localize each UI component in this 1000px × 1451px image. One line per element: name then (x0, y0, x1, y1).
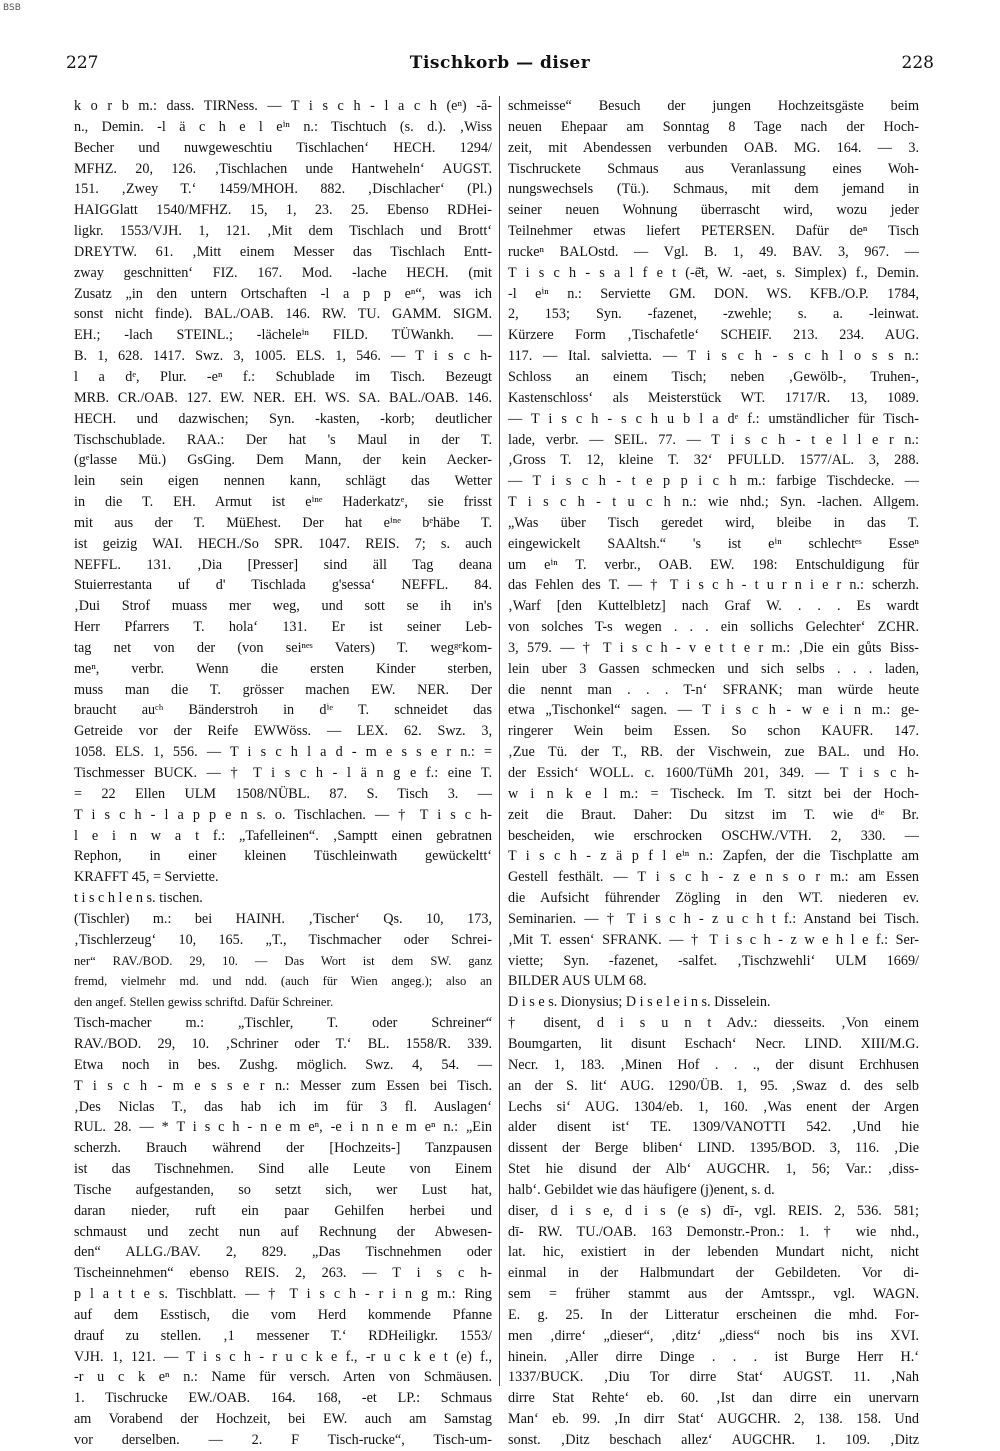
text-line: Man‘ eb. 99. ‚In dirr Stat‘ AUGCHR. 2, 138. 158. Und (508, 1411, 919, 1428)
text-line: EH.; -lach STEINL.; -lächeleⁱⁿ FILD. TÜWankh. — (74, 327, 492, 344)
text-line: Becher und nuwgeweschtiu Tischlachen‘ HECH. 1294/ (74, 139, 492, 156)
text-line: men ‚dirre‘ „dieser“, ‚ditz‘ „diess“ noch bis ins XVI. (508, 1327, 919, 1344)
text-line: schmaust und zecht nun auf Rechnung der Abwesen- (74, 1223, 492, 1240)
text-line: † disent, d i s u n t Adv.: diesseits. ‚Von einem (508, 1015, 919, 1032)
text-line: t i s c h l e n s. tischen. (74, 890, 203, 907)
text-line: Lechs si‘ AUG. 1304/eb. 1, 160. ‚Was enent der Argen (508, 1098, 919, 1115)
text-line: T i s c h - s a l f e t (-ē̆t, W. -aet, s. Simplex) f., Demin. (508, 264, 919, 281)
text-line: DREYTW. 61. ‚Mitt einem Messer das Tischlach Entt- (74, 243, 492, 260)
text-line: sonst nicht finde). BAL./OAB. 146. RW. TU. GAMM. SIGM. (74, 306, 492, 323)
text-line: T i s c h - t u c h n.: wie nhd.; Syn. -lachen. Allgem. (508, 494, 919, 511)
text-line: Tischeinnehmen“ ebenso REIS. 2, 263. — T i s c h- (74, 1265, 492, 1282)
text-line: hinein. ‚Aller dirre Dinge . . . ist Burge Herr H.‘ (508, 1348, 919, 1365)
text-line: „Was über Tisch geredet wird, bleibe in das T. (508, 514, 919, 531)
text-line: ‚Des Niclas T., das hab ich im für 3 fl. Auslagen‘ (74, 1098, 492, 1115)
text-line: an der S. lit‘ AUG. 1290/ÜB. 1, 95. ‚Swaz d. des selb (508, 1077, 919, 1094)
column-divider (499, 96, 500, 1386)
text-line: ‚Gross T. 12, kleine T. 32‘ PFULLD. 1577/AL. 3, 288. (508, 452, 919, 469)
text-line: den angef. Stellen gewiss schriftd. Dafür Schreiner. (74, 995, 334, 1010)
text-line: ‚Warf [den Kuttelbletz] nach Graf W. . . . Es wardt (508, 598, 919, 615)
text-line: lein uber 3 Gassen schmecken und sich selbs . . . laden, (508, 660, 919, 677)
text-line: — T i s c h - t e p p i c h m.: farbige Tischdecke. — (508, 473, 919, 490)
text-line: neuen Ehepaar am Sonntag 8 Tage nach der Hoch- (508, 118, 919, 135)
text-line: zway geschnitten‘ FIZ. 167. Mod. -lache HECH. (mit (74, 264, 492, 281)
text-line: Getreide vor der Reife EWWöss. — LEX. 62. Swz. 3, (74, 723, 492, 740)
text-line: l a dᵉ, Plur. -eⁿ f.: Schublade im Tisch. Bezeugt (74, 368, 492, 385)
text-line: -l eⁱⁿ n.: Serviette GM. DON. WS. KFB./O.P. 1784, (508, 285, 919, 302)
text-line: BILDER AUS ULM 68. (508, 973, 647, 990)
text-line: 1058. ELS. 1, 556. — T i s c h l a d - m e s s e r n.: = (74, 744, 492, 761)
text-line: 1337/BUCK. ‚Diu Tor dirre Stat‘ AUGST. 11. ‚Nah (508, 1369, 919, 1386)
text-line: HAIGGlatt 1540/MFHZ. 15, 1, 23. 25. Ebenso RDHei- (74, 202, 492, 219)
text-line: Tischmesser BUCK. — † T i s c h - l ä n g e f.: eine T. (74, 765, 492, 781)
text-line: T i s c h - z ä p f l eⁱⁿ n.: Zapfen, der die Tischplatte am (508, 848, 919, 865)
text-line: T i s c h - l a p p e n s. o. Tischlachen. — † T i s c h- (74, 806, 492, 823)
text-line: — T i s c h - s c h u b l a dᵉ f.: umständlicher für Tisch- (508, 410, 919, 427)
text-line: scherzh. Brauch während der [Hochzeits-] Tanzpausen (74, 1140, 492, 1157)
text-line: Teilnehmer etwas liefert PETERSEN. Dafür deⁿ Tisch (508, 223, 919, 240)
text-line: RUL. 28. — * T i s c h - n e m eⁿ, -e i n n e m eⁿ n.: „Ein (74, 1119, 492, 1136)
text-line: MRB. CR./OAB. 127. EW. NER. EH. WS. SA. BAL./OAB. 146. (74, 389, 492, 406)
text-line: Stuierrestanta uf d' Tischlada g'sessa‘ NEFFL. 84. (74, 577, 492, 594)
text-line: (gᵉlasse Mü.) GsGing. Dem Mann, der kein Aecker- (74, 452, 492, 469)
text-line: am Vorabend der Hochzeit, bei EW. auch am Samstag (74, 1411, 492, 1428)
text-line: (Tischler) m.: bei HAINH. ‚Tischer‘ Qs. 10, 173, (74, 910, 492, 927)
text-line: Tischruckete Schmaus aus Veranlassung eines Woh- (508, 160, 919, 177)
text-line: etwa „Tischonkel“ sagen. — T i s c h - w e i n m.: ge- (508, 702, 919, 719)
text-line: 117. — Ital. salvietta. — T i s c h - s c h l o s s n.: (508, 348, 919, 365)
text-line: 3, 579. — † T i s c h - v e t t e r m.: ‚Die ein gůts Biss- (508, 639, 919, 656)
text-line: 151. ‚Zwey T.‘ 1459/MHOH. 882. ‚Dischlacher‘ (Pl.) (74, 181, 492, 198)
text-line: k o r b m.: dass. TIRNess. — T i s c h - l a c h (eⁿ) -ă- (74, 98, 492, 114)
page-title: Tischkorb — diser (409, 53, 591, 73)
text-line: T i s c h - m e s s e r n.: Messer zum Essen bei Tisch. (74, 1077, 492, 1094)
text-line: E. g. 25. In der Litteratur erscheinen die mhd. For- (508, 1306, 919, 1323)
text-line: zeit, mit Abendessen verbunden OAB. MG. 164. — 3. (508, 139, 919, 156)
text-line: den“ ALLG./BAV. 2, 829. „Das Tischnehmen oder (74, 1244, 492, 1261)
text-line: l e i n w a t f.: „Tafelleinen“. ‚Samptt einen gebratnen (74, 827, 492, 844)
text-line: = 22 Ellen ULM 1508/NÜBL. 87. S. Tisch 3. — (74, 785, 492, 802)
text-line: KRAFFT 45, = Serviette. (74, 869, 219, 886)
text-line: ist das Tischnehmen. Sind alle Leute von Einem (74, 1161, 492, 1178)
text-line: ‚Zue Tü. der T., RB. der Vischwein, zue BAL. und Ho. (508, 744, 919, 761)
text-line: Necr. 1, 183. ‚Minen Hof . . ., der disunt Erchhusen (508, 1056, 919, 1073)
text-line: sem = früher stammt aus der Amtsspr., vgl. WAGN. (508, 1286, 919, 1303)
text-line: ner“ RAV./BOD. 29, 10. — Das Wort ist dem SW. ganz (74, 953, 492, 968)
text-line: dissent der Berge bliben‘ LIND. 1395/BOD. 3, 116. ‚Die (508, 1140, 919, 1157)
text-line: n., Demin. -l ä c h e l eⁱⁿ n.: Tischtuch (s. d.). ‚Wiss (74, 118, 492, 135)
page-header (66, 50, 934, 76)
text-line: dirre Stat Rehte‘ eb. 60. ‚Ist dan dirre ein unervarn (508, 1390, 919, 1407)
page-number-right: 228 (901, 53, 934, 73)
text-line: Tische aufgestanden, so setzt sich, wer Lust hat, (74, 1181, 492, 1198)
text-line: ‚Dui Strof muass mer weg, und sott se ih in's (74, 598, 492, 615)
text-line: Schloss an einem Tisch; neben ‚Gewölb-, Truhen-, (508, 368, 919, 385)
text-line: schmeisse“ Besuch der jungen Hochzeitsgäste beim (508, 98, 919, 114)
text-line: Tisch-macher m.: „Tischler, T. oder Schreiner“ (74, 1015, 492, 1032)
text-line: Kürzere Form ‚Tischafetle‘ SCHEIF. 213. 234. AUG. (508, 327, 919, 344)
text-line: drauf zu stellen. ‚1 messener T.‘ RDHeiligkr. 1553/ (74, 1327, 492, 1344)
library-stamp: BSB (3, 3, 21, 13)
text-line: lade, verbr. — SEIL. 77. — T i s c h - t e l l e r n.: (508, 431, 919, 448)
text-line: viette; Syn. -fazenet, -salfet. ‚Tischzwehli‘ ULM 1669/ (508, 952, 919, 969)
text-line: Gestell festhält. — T i s c h - z e n s o r m.: am Essen (508, 869, 919, 886)
text-line: 2, 153; Syn. -fazenet, -zwehle; s. a. -leinwat. (508, 306, 919, 323)
text-line: vor derselben. — 2. F Tisch-rucke“, Tisch-um- (74, 1432, 492, 1448)
text-line: halb‘. Gebildet wie das häufigere (j)enent, s. d. (508, 1181, 775, 1198)
text-line: MFHZ. 20, 126. ‚Tischlachen unde Hantweheln‘ AUGST. (74, 160, 492, 177)
text-line: B. 1, 628. 1417. Swz. 3, 1005. ELS. 1, 546. — T i s c h- (74, 348, 492, 365)
text-line: RAV./BOD. 29, 10. ‚Schriner oder T.‘ BL. 1558/R. 339. (74, 1035, 492, 1052)
text-line: sonst. ‚Ditz beschach allez‘ AUGCHR. 1. 109. ‚Ditz (508, 1432, 919, 1448)
text-line: in die T. EH. Armut ist eⁱⁿᵉ Haderkatzᵉ, sie frisst (74, 494, 492, 511)
text-line: seiner neuen Wohnung überrascht wird, wozu jeder (508, 202, 919, 219)
text-line: Boumgarten, lit disunt Eschach‘ Necr. LIND. XIII/M.G. (508, 1035, 919, 1052)
text-line: auf dem Esstisch, die vom Herd kommende Pfanne (74, 1306, 492, 1323)
text-line: Kastenschloss‘ als Meisterstück WT. 1717/R. 13, 1089. (508, 389, 919, 406)
text-line: eingewickelt SAAltsh.“ 's ist eⁱⁿ schlechtᵉˢ Esseⁿ (508, 535, 919, 552)
text-line: die nennt man . . . T-n‘ SFRANK; man würde heute (508, 681, 919, 698)
text-line: Etwa noch in bes. Zushg. möglich. Swz. 4, 54. — (74, 1056, 492, 1073)
text-line: lat. hic, existiert in der lebenden Mundart nicht, nicht (508, 1244, 919, 1261)
text-line: ringerer Wein beim Essen. So schon KAUFR. 147. (508, 723, 919, 740)
text-line: Seminarien. — † T i s c h - z u c h t f.: Anstand bei Tisch. (508, 910, 919, 927)
text-line: einmal in der Halbmundart der Gebildeten. Vor di- (508, 1265, 919, 1282)
text-line: ‚Mit T. essen‘ SFRANK. — † T i s c h - z w e h l e f.: Ser- (508, 931, 919, 948)
text-line: -r u c k eⁿ n.: Name für versch. Arten von Schmäusen. (74, 1369, 492, 1386)
text-line: w i n k e l m.: = Tischeck. Im T. sitzt bei der Hoch- (508, 785, 919, 802)
text-line: daran nieder, ruft ein paar Gehilfen herbei und (74, 1202, 492, 1219)
text-line: fremd, vielmehr md. und ndd. (auch für Wien angeg.); also an (74, 974, 492, 989)
text-line: D i s e s. Dionysius; D i s e l e i n s. Disselein. (508, 994, 771, 1011)
text-line: diser, d i s e, d i s (e s) dī-, vgl. REIS. 2, 536. 581; (508, 1202, 919, 1219)
text-line: VJH. 1, 121. — T i s c h - r u c k e f., -r u c k e t (e) f., (74, 1348, 492, 1365)
text-line: Zusatz „in den untern Ortschaften -l a p p eⁿ“, was ich (74, 285, 492, 302)
text-line: zeit die Braut. Daher: Du sitzst im T. wie dⁱᵉ Br. (508, 806, 919, 823)
text-line: alder disent ist‘ TE. 1309/VANOTTI 542. ‚Und hie (508, 1119, 919, 1136)
text-line: Tischschublade. RAA.: Der hat 's Maul in der T. (74, 431, 492, 448)
text-line: um eⁱⁿ T. verbr., OAB. EW. 198: Entschuldigung für (508, 556, 919, 573)
text-line: die Aufsicht führender Zögling in den WT. niederen ev. (508, 890, 919, 907)
text-line: tag net von der (von seiⁿᵉˢ Vaters) T. wegᵍᵉkom- (74, 639, 492, 656)
text-line: der Essich‘ WOLL. c. 1600/TüMh 201, 349. — T i s c h- (508, 765, 919, 781)
left-column (74, 96, 492, 1448)
text-line: 1. Tischrucke EW./OAB. 164. 168, -et LP.: Schmaus (74, 1390, 492, 1407)
text-line: bescheiden, wie erschrocken OSCHW./VTH. 2, 330. — (508, 827, 919, 844)
text-line: braucht auᶜʰ Bänderstroh in dⁱᵉ T. schneidet das (74, 702, 492, 719)
text-line: NEFFL. 131. ‚Dia [Presser] sind äll Tag deana (74, 556, 492, 573)
text-line: HECH. und dazwischen; Syn. -kasten, -korb; deutlicher (74, 410, 492, 427)
text-line: ist geizig WAI. HECH./So SPR. 1047. REIS. 7; s. auch (74, 535, 492, 552)
text-line: mit aus der T. MüEhest. Der hat eⁱⁿᵉ bᵉhäbe T. (74, 514, 492, 531)
text-line: p l a t t e s. Tischblatt. — † T i s c h - r i n g m.: Ring (74, 1286, 492, 1303)
text-line: das Fehlen des T. — † T i s c h - t u r n i e r n.: scherzh. (508, 577, 919, 594)
text-line: Stet hie disund der Alb‘ AUGCHR. 1, 56; Var.: ‚diss- (508, 1161, 919, 1178)
text-line: muss man die T. grösser machen EW. NER. Der (74, 681, 492, 698)
right-column (508, 96, 919, 1448)
text-line: meⁿ, verbr. Wenn die ersten Kinder sterben, (74, 660, 492, 677)
text-line: Herr Pfarrers T. hola‘ 131. Er ist seiner Leb- (74, 619, 492, 636)
text-line: Rephon, in einer kleinen Tüschleinwath gewückeltt‘ (74, 848, 492, 865)
text-line: von solches T-s wegen . . . ein sollichs Gelechter‘ ZCHR. (508, 619, 919, 636)
text-line: ligkr. 1553/VJH. 1, 121. ‚Mit dem Tischlach und Brott‘ (74, 223, 492, 240)
page-number-left: 227 (66, 53, 99, 73)
text-line: nungswechsels (Tü.). Schmaus, mit dem jemand in (508, 181, 919, 198)
text-line: ruckeⁿ BALOstd. — Vgl. B. 1, 49. BAV. 3, 967. — (508, 243, 919, 260)
text-line: ‚Tischlerzeug‘ 10, 165. „T., Tischmacher oder Schrei- (74, 931, 492, 948)
text-line: dī- RW. TU./OAB. 163 Demonstr.-Pron.: 1. † wie nhd., (508, 1223, 919, 1240)
text-line: lein sein eigen nennen kann, schlägt das Wetter (74, 473, 492, 490)
